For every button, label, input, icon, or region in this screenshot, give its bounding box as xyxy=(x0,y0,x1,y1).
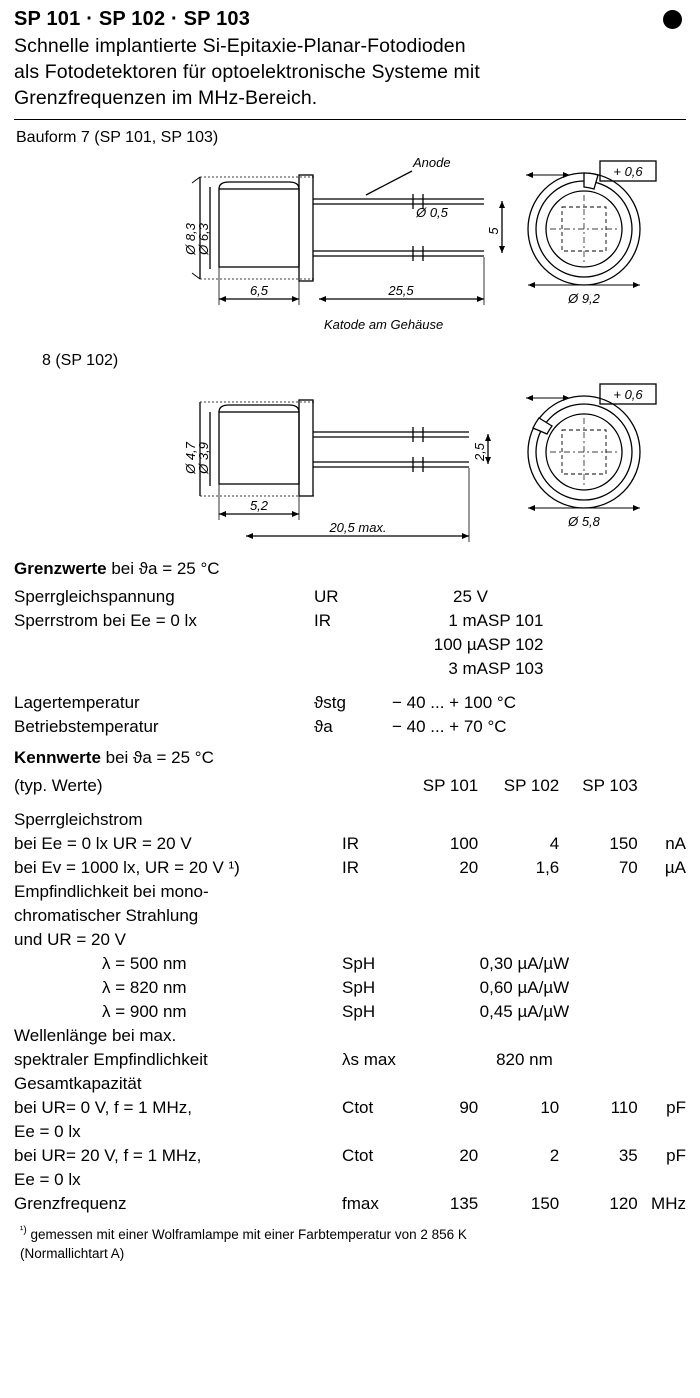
table-row xyxy=(14,691,686,715)
characteristics-table xyxy=(14,774,686,1216)
table-row xyxy=(14,1000,686,1024)
label-d-inner-2: Ø 3,9 xyxy=(196,442,211,474)
limits-value-0: 25 V xyxy=(453,587,488,606)
column-header-sp102: SP 102 xyxy=(503,776,560,795)
char-label-3-4: Grenzfrequenz xyxy=(14,1194,127,1213)
label-circle-dia-1: Ø 9,2 xyxy=(568,291,600,306)
drawing-1 xyxy=(14,147,686,343)
table-row xyxy=(14,1144,686,1168)
group-title-row xyxy=(14,904,686,928)
filled-circle-icon xyxy=(663,10,682,29)
limits-value-4: − 40 ... + 100 °C xyxy=(392,693,516,712)
char-label-3-2: bei UR= 20 V, f = 1 MHz, xyxy=(14,1146,202,1165)
header-divider xyxy=(14,119,686,120)
char-v2-0-0: 4 xyxy=(549,834,560,853)
limits-heading xyxy=(14,558,686,580)
char-label-1-2: λ = 900 nm xyxy=(102,1002,187,1021)
limits-value-5: − 40 ... + 70 °C xyxy=(392,717,507,736)
char-v3-3-4: 120 xyxy=(609,1194,638,1213)
table-row xyxy=(14,832,686,856)
char-symbol-3-0: Ctot xyxy=(342,1098,374,1117)
char-v2-3-0: 10 xyxy=(540,1098,560,1117)
group-title-row xyxy=(14,808,686,832)
char-center-1-1: 0,60 µA/µW xyxy=(479,978,570,997)
limits-table xyxy=(14,585,686,739)
limits-value-3: 3 mA xyxy=(448,659,488,678)
limits-label-0: Sperrgleichspannung xyxy=(14,587,175,606)
char-symbol-1-1: SpH xyxy=(342,978,376,997)
char-unit-0-1: µA xyxy=(664,858,686,877)
char-v1-0-1: 20 xyxy=(459,858,479,877)
column-header-sp101: SP 101 xyxy=(422,776,479,795)
group-title-1-line-2: und UR = 20 V xyxy=(14,930,126,949)
limits-heading-rest: bei ϑa = 25 °C xyxy=(106,559,220,578)
char-v2-3-4: 150 xyxy=(530,1194,560,1213)
char-label-0-1: bei Ev = 1000 lx, UR = 20 V ¹) xyxy=(14,858,240,877)
limits-extra-2: SP 102 xyxy=(488,635,544,654)
label-anode: Anode xyxy=(413,155,451,170)
group-title-2-line-1: spektraler Empfindlichkeit xyxy=(14,1050,208,1069)
drawing-1-caption: Bauform 7 (SP 101, SP 103) xyxy=(16,129,219,146)
limits-symbol-3 xyxy=(314,657,392,681)
char-v1-3-2: 20 xyxy=(459,1146,479,1165)
subtitle-line-3: Grenzfrequenzen im MHz-Bereich. xyxy=(14,87,318,109)
limits-value-2: 100 µA xyxy=(433,635,488,654)
group-title-3: Gesamtkapazität xyxy=(14,1074,142,1093)
label-spacing-1: 5 xyxy=(486,227,501,235)
limits-extra-0 xyxy=(488,585,686,609)
char-symbol-1-0: SpH xyxy=(342,954,376,973)
char-v2-0-1: 1,6 xyxy=(535,858,560,877)
char-unit-3-2: pF xyxy=(666,1146,686,1165)
footnote-line-1 xyxy=(20,1226,686,1245)
table-row xyxy=(14,952,686,976)
label-d-inner-1: Ø 6,3 xyxy=(196,223,211,255)
drawing-2 xyxy=(14,370,686,550)
subtitle-line-2: als Fotodetektoren für optoelektronische Systeme mit xyxy=(14,61,480,83)
drawing-2-svg xyxy=(14,370,686,550)
char-v3-3-0: 110 xyxy=(610,1098,638,1117)
char-label-3-0: bei UR= 0 V, f = 1 MHz, xyxy=(14,1098,192,1117)
limits-value-1: 1 mA xyxy=(448,611,488,630)
char-symbol-3-2: Ctot xyxy=(342,1146,374,1165)
char-unit-3-0: pF xyxy=(666,1098,686,1117)
limits-heading-bold: Grenzwerte xyxy=(14,559,107,578)
char-v3-3-2: 35 xyxy=(618,1146,638,1165)
table-row xyxy=(14,1048,686,1072)
table-row xyxy=(14,609,686,633)
column-header-row xyxy=(14,774,686,798)
char-center-1-0: 0,30 µA/µW xyxy=(479,954,570,973)
table-row xyxy=(14,657,686,681)
footnote-line-2: (Normallichtart A) xyxy=(20,1246,125,1261)
page-title: SP 101 · SP 102 · SP 103 xyxy=(14,8,251,30)
footnote xyxy=(20,1226,686,1262)
characteristics-section xyxy=(14,747,686,1216)
label-body-len-1: 6,5 xyxy=(249,283,269,298)
table-row xyxy=(14,1096,686,1120)
char-v1-0-0: 100 xyxy=(449,834,479,853)
limits-label-3 xyxy=(14,657,314,681)
limits-label-5: Betriebstemperatur xyxy=(14,717,159,736)
characteristics-heading xyxy=(14,747,686,769)
label-circle-dia-2: Ø 5,8 xyxy=(568,514,600,529)
drawing-2-caption: 8 (SP 102) xyxy=(42,352,119,369)
char-label-3-1: Ee = 0 lx xyxy=(14,1122,81,1141)
table-row xyxy=(14,856,686,880)
footnote-text-1: gemessen mit einer Wolframlampe mit einer Farbtemperatur von 2 856 K xyxy=(30,1227,467,1242)
group-title-2-line-0: Wellenlänge bei max. xyxy=(14,1026,177,1045)
drawing-1-svg xyxy=(14,147,686,343)
table-row xyxy=(14,976,686,1000)
characteristics-heading-rest: bei ϑa = 25 °C xyxy=(100,748,214,767)
group-title-0: Sperrgleichstrom xyxy=(14,810,143,829)
limits-extra-1: SP 101 xyxy=(488,611,544,630)
limits-symbol-2 xyxy=(314,633,392,657)
group-title-row xyxy=(14,928,686,952)
label-d-outer-1: Ø 8,3 xyxy=(183,223,198,255)
limits-label-4: Lagertemperatur xyxy=(14,693,140,712)
footnote-marker: ¹) xyxy=(20,1225,27,1236)
limits-extra-3: SP 103 xyxy=(488,659,544,678)
label-lead-len-1: 25,5 xyxy=(388,283,414,298)
subtitle xyxy=(14,33,686,111)
char-label-0-0: bei Ee = 0 lx UR = 20 V xyxy=(14,834,192,853)
table-row xyxy=(14,1168,686,1192)
label-tol-1: + 0,6 xyxy=(613,164,643,179)
label-tol-2: + 0,6 xyxy=(613,387,643,402)
table-row xyxy=(14,633,686,657)
subtitle-line-1: Schnelle implantierte Si-Epitaxie-Planar-Fotodioden xyxy=(14,35,466,57)
char-unit-3-4: MHz xyxy=(651,1194,686,1213)
char-center-2-0: 820 nm xyxy=(496,1050,553,1069)
char-label-3-3: Ee = 0 lx xyxy=(14,1170,81,1189)
spacer-row xyxy=(14,681,686,691)
label-d-outer-2: Ø 4,7 xyxy=(183,442,198,474)
char-symbol-2-0: λs max xyxy=(342,1050,396,1069)
char-v2-3-2: 2 xyxy=(549,1146,560,1165)
char-v3-0-1: 70 xyxy=(618,858,638,877)
spacer-row xyxy=(14,798,686,808)
char-center-1-2: 0,45 µA/µW xyxy=(479,1002,570,1021)
group-title-row xyxy=(14,880,686,904)
table-row xyxy=(14,585,686,609)
char-v1-3-4: 135 xyxy=(449,1194,479,1213)
char-label-1-1: λ = 820 nm xyxy=(102,978,187,997)
table-row xyxy=(14,715,686,739)
char-symbol-0-0: IR xyxy=(342,834,360,853)
label-lead-dia: Ø 0,5 xyxy=(416,205,448,220)
char-unit-0-0: nA xyxy=(665,834,686,853)
limits-symbol-5: ϑa xyxy=(314,717,333,736)
char-v3-0-0: 150 xyxy=(609,834,638,853)
group-title-row xyxy=(14,1072,686,1096)
label-cathode-note: Katode am Gehäuse xyxy=(324,317,444,332)
title-row xyxy=(14,8,686,31)
char-label-1-0: λ = 500 nm xyxy=(102,954,187,973)
char-symbol-1-2: SpH xyxy=(342,1002,376,1021)
label-body-len-2: 5,2 xyxy=(249,498,269,513)
table-row xyxy=(14,1120,686,1144)
group-title-1-line-0: Empfindlichkeit bei mono- xyxy=(14,882,209,901)
typ-note: (typ. Werte) xyxy=(14,776,103,795)
limits-section xyxy=(14,558,686,739)
limits-symbol-1: IR xyxy=(314,611,331,630)
char-symbol-0-1: IR xyxy=(342,858,360,877)
column-header-sp103: SP 103 xyxy=(582,776,638,795)
group-title-row xyxy=(14,1024,686,1048)
char-symbol-3-4: fmax xyxy=(342,1194,379,1213)
char-v1-3-0: 90 xyxy=(459,1098,479,1117)
limits-label-1: Sperrstrom bei Ee = 0 lx xyxy=(14,611,197,630)
limits-label-2 xyxy=(14,633,314,657)
limits-symbol-0: UR xyxy=(314,587,339,606)
label-spacing-2: 2,5 xyxy=(472,442,487,462)
characteristics-heading-bold: Kennwerte xyxy=(14,748,101,767)
group-title-1-line-1: chromatischer Strahlung xyxy=(14,906,199,925)
page-header xyxy=(0,0,700,111)
label-lead-len-2: 20,5 max. xyxy=(329,520,387,535)
limits-symbol-4: ϑstg xyxy=(314,693,346,712)
table-row xyxy=(14,1192,686,1216)
